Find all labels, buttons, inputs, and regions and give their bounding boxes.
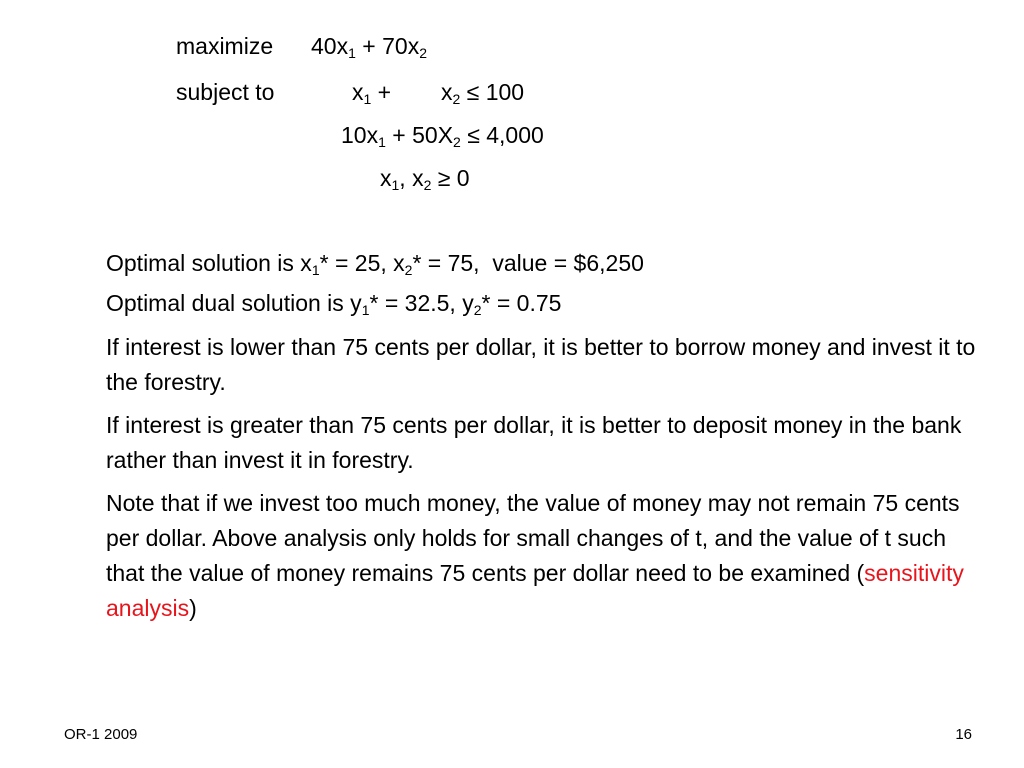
paragraph-note [106, 486, 976, 626]
constraint-1-lhs-var2: $x_2 \le 100$ [441, 79, 525, 107]
lp-constraint-2: $10x_1 + 50X_2 \le 4,000$ [341, 122, 544, 150]
note-close: ) [189, 595, 197, 621]
constraint-keyword: subject to [176, 79, 275, 105]
objective-expression: $40x_1 + 70x_2$ [311, 33, 427, 61]
paragraph-greater-interest: If interest is greater than 75 cents per dollar, it is better to deposit money in the bank rather than invest it in forestry. [106, 412, 962, 473]
lp-constraint-3: $x_1$, $x_2 \ge 0$ [380, 165, 470, 193]
footer-left: OR-1 2009 [64, 726, 138, 743]
optimal-solution: Optimal solution is $x_1* = 25$, $x_2* = 75$, value = $6,250 [106, 250, 644, 278]
note-text: Note that if we invest too much money, the value of money may not remain 75 cents per dollar. Above analysis only holds for small changes of t, and the value of t such that the value of money remains 75 cents per dollar need to be examined ( [106, 490, 960, 586]
paragraph-lower-interest: If interest is lower than 75 cents per dollar, it is better to borrow money and invest it to the forestry. [106, 334, 976, 395]
optimal-dual-solution: Optimal dual solution is $y_1* = 32.5$, $y_2* = 0.75$ [106, 290, 562, 318]
sensitivity-analysis-highlight: sensitivity analysis [106, 560, 964, 621]
page-number: 16 [955, 726, 972, 743]
objective-keyword: maximize [176, 33, 274, 59]
constraint-1-lhs-var1: $x_1$ + [352, 79, 398, 107]
